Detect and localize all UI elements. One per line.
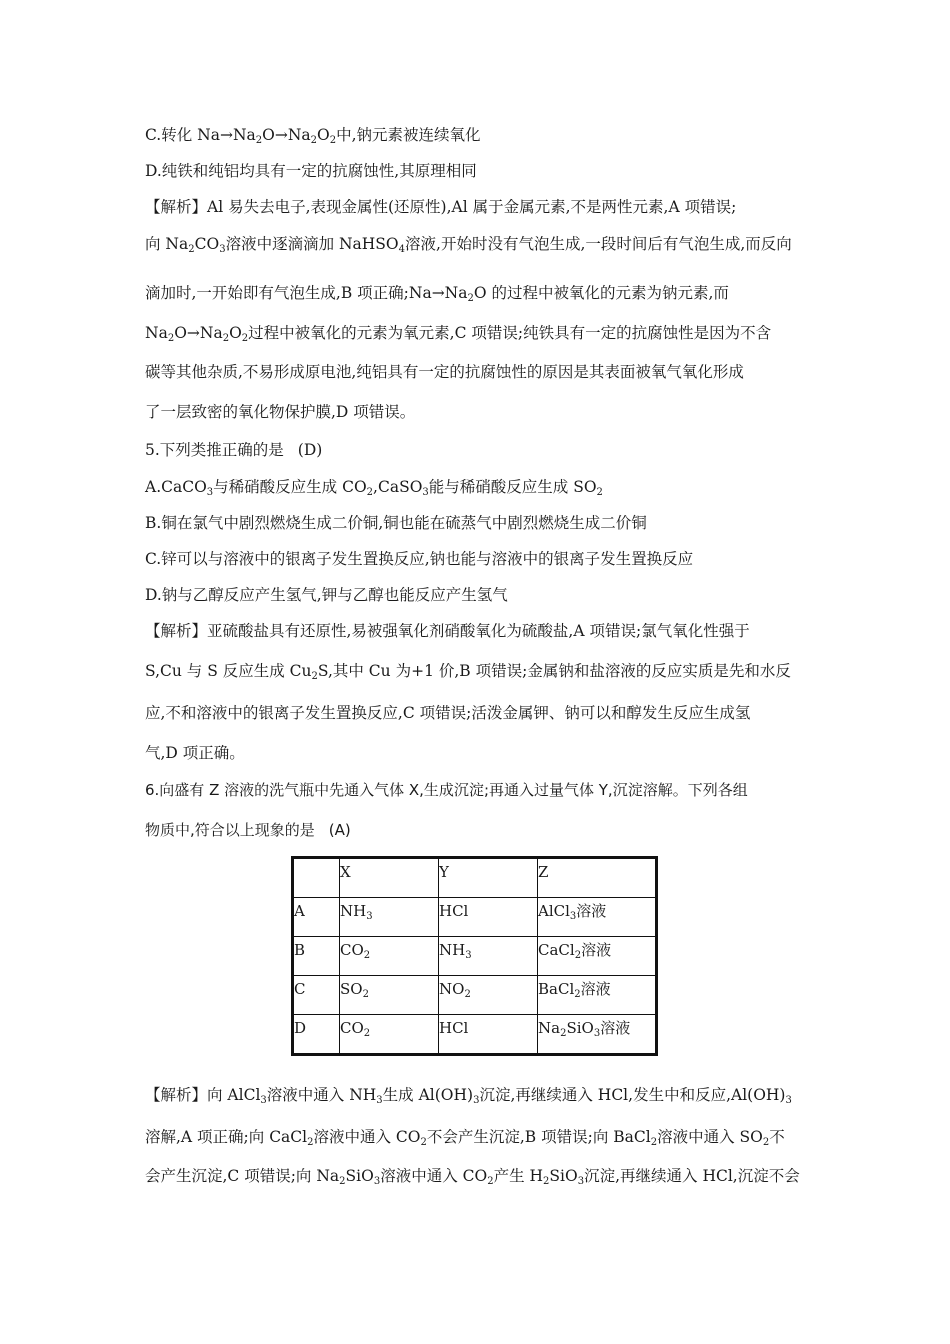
analysis-q4-line4: $Na_2O\to Na_2O_2$过程中被氧化的元素为氧元素,C 项错误;纯铁具有一定的抗腐蚀性是因为不含 (145, 324, 772, 344)
table-header-x: X (340, 858, 439, 898)
row-label: C (293, 976, 340, 1015)
analysis-q4-line1: 【解析】Al 易失去电子,表现金属性(还原性),Al 属于金属元素,不是两性元素,A 项错误; (145, 198, 737, 216)
option-c-q5: C.锌可以与溶液中的银离子发生置换反应,钠也能与溶液中的银离子发生置换反应 (145, 550, 694, 568)
analysis-q4-line5: 碳等其他杂质,不易形成原电池,纯铝具有一定的抗腐蚀性的原因是其表面被氧气氧化形成 (145, 363, 744, 381)
option-d-q4: D.纯铁和纯铝均具有一定的抗腐蚀性,其原理相同 (145, 162, 477, 180)
cell-x: $SO_2$ (340, 976, 439, 1015)
analysis-q5-line1: 【解析】亚硫酸盐具有还原性,易被强氧化剂硝酸氧化为硫酸盐,A 项错误;氯气氧化性强于 (145, 622, 750, 640)
analysis-q4-line6: 了一层致密的氧化物保护膜,D 项错误。 (145, 403, 416, 421)
option-d-q5: D.钠与乙醇反应产生氢气,钾与乙醇也能反应产生氢气 (145, 586, 508, 604)
option-a-q5: A.CaCO$_3$与稀硝酸反应生成 $CO_2,CaSO_3$能与稀硝酸反应生成 $SO_2$ (145, 478, 603, 498)
analysis-q5-line3: 应,不和溶液中的银离子发生置换反应,C 项错误;活泼金属钾、钠可以和醇发生反应生成氢 (145, 704, 751, 722)
table-header-y: Y (439, 858, 538, 898)
cell-z: AlCl$_3$溶液 (538, 898, 657, 937)
row-label: A (293, 898, 340, 937)
table-row (293, 1015, 657, 1055)
question-6-answer: (A) (328, 821, 351, 839)
table-row (293, 937, 657, 976)
analysis-q4-line2: 向 $Na_2CO_3$溶液中逐滴滴加 NaHSO$_4$溶液,开始时没有气泡生成,一段时间后有气泡生成,而反向 (145, 235, 792, 255)
table-header-row (293, 858, 657, 898)
question-6-stem: 6.向盛有 Z 溶液的洗气瓶中先通入气体 X,生成沉淀;再通入过量气体 Y,沉淀溶解。下列各组 (145, 781, 748, 799)
cell-z: BaCl$_2$溶液 (538, 976, 657, 1015)
analysis-q6-line3: 会产生沉淀,C 项错误;向 $Na_2SiO_3$溶液中通入 $CO_2$产生 $H_2SiO_3$沉淀,再继续通入 HCl,沉淀不会 (145, 1167, 800, 1187)
analysis-q5-line4: 气,D 项正确。 (145, 744, 245, 762)
question-6-stem-cont: 物质中,符合以上现象的是 (A) (145, 821, 351, 839)
question-5-answer: (D) (297, 441, 323, 459)
cell-x: $CO_2$ (340, 937, 439, 976)
option-b-q5: B.铜在氯气中剧烈燃烧生成二价铜,铜也能在硫蒸气中剧烈燃烧生成二价铜 (145, 514, 647, 532)
cell-y: $NH_3$ (439, 937, 538, 976)
cell-x: $NH_3$ (340, 898, 439, 937)
row-label: D (293, 1015, 340, 1055)
table-row (293, 976, 657, 1015)
cell-z: $Na_2SiO_3$溶液 (538, 1015, 657, 1055)
row-label: B (293, 937, 340, 976)
option-c-q4: C.转化 $Na\to Na_2O\to Na_2O_2$中,钠元素被连续氧化 (145, 126, 481, 146)
cell-y: HCl (439, 898, 538, 937)
analysis-q6-line2: 溶解,A 项正确;向 CaCl$_2$溶液中通入 $CO_2$不会产生沉淀,B 项错误;向 BaCl$_2$溶液中通入 $SO_2$不 (145, 1128, 785, 1148)
table-row (293, 898, 657, 937)
answer-table (291, 856, 658, 1056)
analysis-q4-line3: 滴加时,一开始即有气泡生成,B 项正确$;Na\to Na_2O$ 的过程中被氧化的元素为钠元素,而 (145, 284, 729, 304)
analysis-q6-line1: 【解析】向 AlCl$_3$溶液中通入 $NH_3$生成 $Al(OH)_3$沉淀,再继续通入 HCl,发生中和反应$,Al(OH)_3$ (145, 1086, 792, 1106)
question-5-stem: 5.下列类推正确的是 (D) (145, 441, 323, 459)
cell-y: $NO_2$ (439, 976, 538, 1015)
cell-z: CaCl$_2$溶液 (538, 937, 657, 976)
cell-y: HCl (439, 1015, 538, 1055)
table-cell (293, 858, 340, 898)
cell-x: $CO_2$ (340, 1015, 439, 1055)
table-header-z: Z (538, 858, 657, 898)
analysis-q5-line2: S,Cu 与 S 反应生成 $Cu_2S$,其中 Cu 为+1 价,B 项错误;金属钠和盐溶液的反应实质是先和水反 (145, 662, 791, 682)
